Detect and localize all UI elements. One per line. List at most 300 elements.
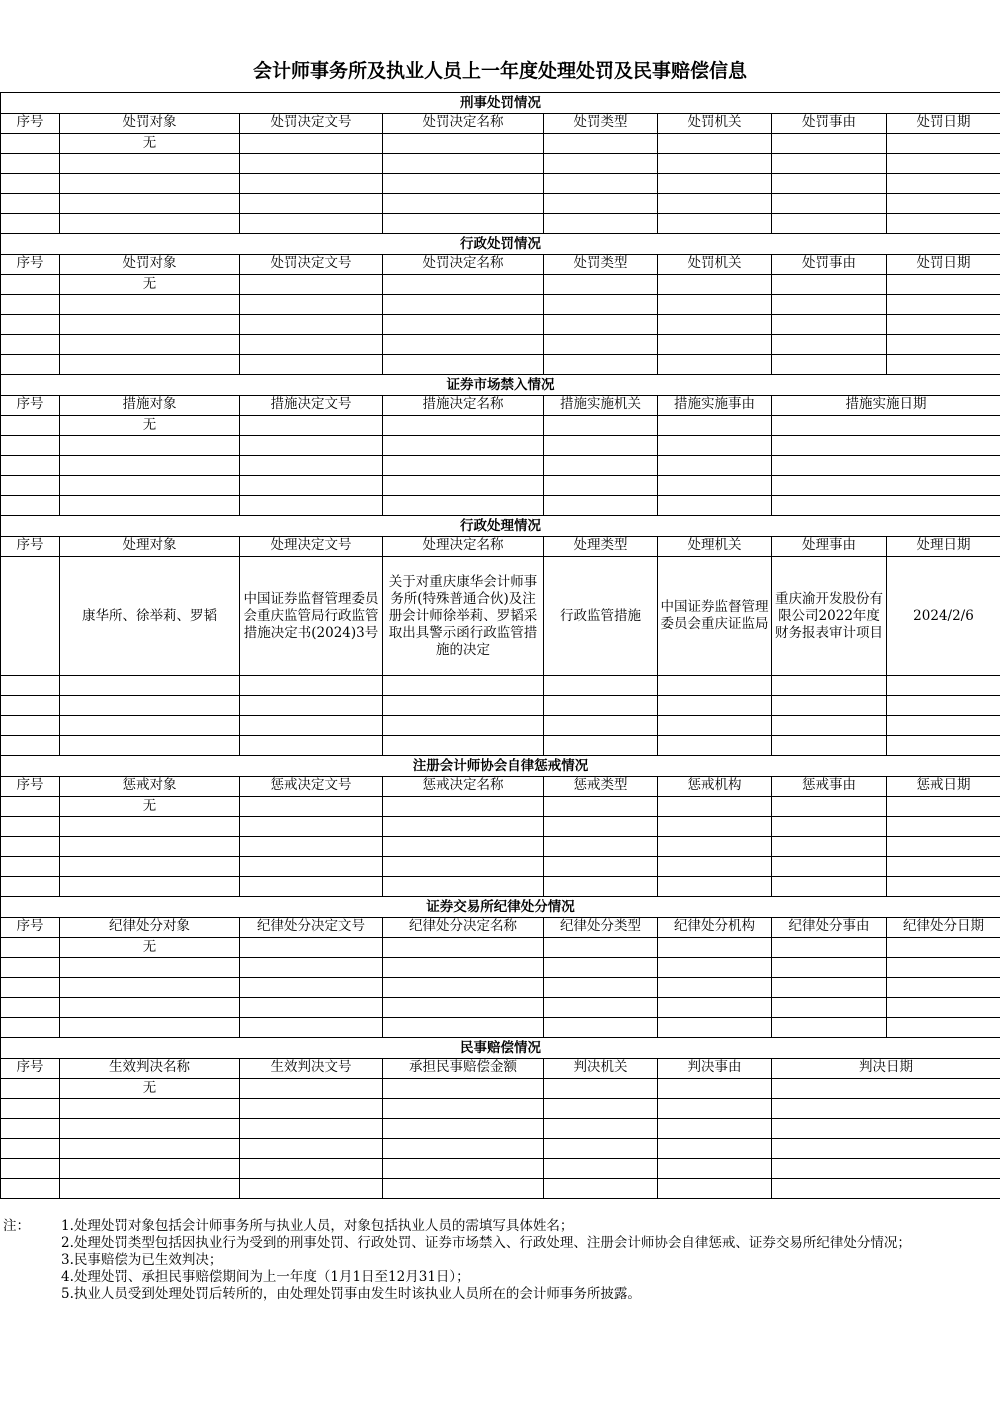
table-cell: 中国证券监督管理委员会重庆监管局行政监管措施决定书(2024)3号	[240, 557, 383, 676]
table-cell	[658, 275, 772, 295]
table-row	[1, 857, 1000, 877]
table-row	[1, 1179, 1000, 1199]
column-header: 承担民事赔偿金额	[383, 1059, 544, 1079]
table-cell	[240, 877, 383, 897]
table-cell	[544, 1079, 658, 1099]
table-cell	[658, 134, 772, 154]
table-cell	[887, 837, 1000, 857]
table-cell	[240, 295, 383, 315]
table-cell: 行政监管措施	[544, 557, 658, 676]
column-header: 序号	[1, 1059, 60, 1079]
table-cell	[240, 214, 383, 234]
table-cell	[658, 837, 772, 857]
table-cell	[544, 174, 658, 194]
table-cell	[1, 174, 60, 194]
table-row	[1, 315, 1000, 335]
note-item: 3.民事赔偿为已生效判决；	[61, 1252, 223, 1268]
column-header: 序号	[1, 777, 60, 797]
column-header: 处罚日期	[887, 255, 1000, 275]
column-header: 纪律处分事由	[772, 918, 887, 938]
table-cell	[772, 978, 887, 998]
column-header-row	[1, 255, 1000, 275]
table-cell	[383, 736, 544, 756]
column-header: 判决事由	[658, 1059, 772, 1079]
table-cell	[887, 194, 1000, 214]
note-item: 4.处理处罚、承担民事赔偿期间为上一年度（1月1日至12月31日）；	[61, 1269, 470, 1285]
table-cell	[772, 877, 887, 897]
table-cell	[772, 1099, 1000, 1119]
table-cell	[1, 1099, 60, 1119]
table-cell	[1, 797, 60, 817]
column-header: 判决机关	[544, 1059, 658, 1079]
table-cell	[1, 1119, 60, 1139]
table-cell	[1, 696, 60, 716]
column-header-row	[1, 777, 1000, 797]
table-cell	[60, 295, 240, 315]
table-cell	[544, 817, 658, 837]
table-cell	[240, 436, 383, 456]
table-row	[1, 436, 1000, 456]
table-cell	[383, 275, 544, 295]
table-cell	[544, 1119, 658, 1139]
table-cell	[658, 295, 772, 315]
table-cell	[772, 134, 887, 154]
table-cell	[772, 857, 887, 877]
table-cell	[887, 154, 1000, 174]
table-cell	[383, 1099, 544, 1119]
column-header: 处理对象	[60, 537, 240, 557]
table-cell	[887, 134, 1000, 154]
table-cell	[383, 456, 544, 476]
page-title: 会计师事务所及执业人员上一年度处理处罚及民事赔偿信息	[252, 60, 747, 82]
column-header-row	[1, 1059, 1000, 1079]
column-header-row	[1, 396, 1000, 416]
table-cell	[383, 436, 544, 456]
table-cell	[383, 877, 544, 897]
table-cell	[772, 174, 887, 194]
table-cell	[772, 1119, 1000, 1139]
table-cell	[544, 214, 658, 234]
table-cell	[772, 154, 887, 174]
table-cell	[772, 1179, 1000, 1199]
table-cell	[383, 315, 544, 335]
table-cell	[887, 797, 1000, 817]
table-cell	[544, 978, 658, 998]
table-cell	[383, 1159, 544, 1179]
note-item: 5.执业人员受到处理处罚后转所的，由处理处罚事由发生时该执业人员所在的会计师事务所披露。	[61, 1286, 641, 1302]
table-row	[1, 134, 1000, 154]
table-cell	[544, 1179, 658, 1199]
section-title: 刑事处罚情况	[1, 93, 1000, 114]
table-cell	[60, 736, 240, 756]
table-cell	[383, 1079, 544, 1099]
table-cell	[544, 154, 658, 174]
table-cell	[1, 736, 60, 756]
table-cell	[658, 416, 772, 436]
table-cell	[658, 716, 772, 736]
column-header: 纪律处分日期	[887, 918, 1000, 938]
table-cell	[772, 456, 1000, 476]
table-cell	[240, 797, 383, 817]
column-header: 处理事由	[772, 537, 887, 557]
table-cell	[240, 275, 383, 295]
table-cell	[383, 1119, 544, 1139]
table-cell	[383, 154, 544, 174]
table-row	[1, 696, 1000, 716]
table-cell	[887, 315, 1000, 335]
table-cell	[383, 134, 544, 154]
table-cell	[240, 194, 383, 214]
table-cell	[544, 335, 658, 355]
table-cell: 2024/2/6	[887, 557, 1000, 676]
table-cell	[544, 998, 658, 1018]
table-cell	[240, 1119, 383, 1139]
table-cell	[772, 275, 887, 295]
table-cell	[544, 736, 658, 756]
table-cell	[544, 456, 658, 476]
table-cell	[60, 817, 240, 837]
table-cell	[658, 978, 772, 998]
table-cell	[658, 1139, 772, 1159]
table-cell	[772, 416, 1000, 436]
column-header: 惩戒日期	[887, 777, 1000, 797]
table-cell	[772, 938, 887, 958]
note-item: 1.处理处罚对象包括会计师事务所与执业人员，对象包括执业人员的需填写具体姓名；	[61, 1218, 574, 1234]
table-row	[1, 978, 1000, 998]
table-cell	[887, 355, 1000, 375]
table-cell	[544, 355, 658, 375]
column-header: 序号	[1, 114, 60, 134]
table-cell	[658, 938, 772, 958]
column-header: 纪律处分类型	[544, 918, 658, 938]
table-cell	[772, 716, 887, 736]
table-cell	[1, 355, 60, 375]
column-header: 纪律处分对象	[60, 918, 240, 938]
table-cell	[772, 1018, 887, 1038]
table-cell	[887, 1018, 1000, 1038]
table-cell	[1, 1179, 60, 1199]
column-header: 处罚决定名称	[383, 114, 544, 134]
table-cell	[658, 214, 772, 234]
table-cell	[383, 797, 544, 817]
table-row	[1, 557, 1000, 676]
table-cell	[240, 716, 383, 736]
section-title-row	[1, 93, 1000, 114]
table-cell	[383, 416, 544, 436]
column-header: 惩戒类型	[544, 777, 658, 797]
table-cell	[240, 676, 383, 696]
table-cell	[772, 355, 887, 375]
table-cell: 无	[60, 797, 240, 817]
table-cell	[658, 877, 772, 897]
table-cell	[1, 335, 60, 355]
table-cell	[887, 877, 1000, 897]
table-cell	[383, 1139, 544, 1159]
disclosure-table	[0, 92, 1000, 1199]
table-cell	[60, 436, 240, 456]
table-cell	[240, 476, 383, 496]
table-cell	[383, 496, 544, 516]
table-cell	[383, 857, 544, 877]
table-cell	[544, 1159, 658, 1179]
table-row	[1, 817, 1000, 837]
table-row	[1, 295, 1000, 315]
section-title: 行政处理情况	[1, 516, 1000, 537]
table-cell	[240, 496, 383, 516]
table-cell	[544, 958, 658, 978]
notes-block	[3, 1218, 993, 1303]
table-cell: 中国证券监督管理委员会重庆证监局	[658, 557, 772, 676]
table-cell	[772, 295, 887, 315]
table-row	[1, 194, 1000, 214]
section-title: 注册会计师协会自律惩戒情况	[1, 756, 1000, 777]
table-cell	[658, 817, 772, 837]
table-cell	[240, 1018, 383, 1038]
table-cell	[887, 998, 1000, 1018]
section-title-row	[1, 756, 1000, 777]
table-row	[1, 335, 1000, 355]
table-cell	[60, 877, 240, 897]
table-cell	[772, 676, 887, 696]
table-cell	[1, 877, 60, 897]
table-cell	[658, 676, 772, 696]
note-item: 2.处理处罚类型包括因执业行为受到的刑事处罚、行政处罚、证券市场禁入、行政处理、注册会计师协会自律惩戒、证券交易所纪律处分情况；	[61, 1235, 911, 1251]
table-row	[1, 275, 1000, 295]
table-cell	[658, 456, 772, 476]
table-row	[1, 1018, 1000, 1038]
table-cell	[887, 938, 1000, 958]
table-cell	[1, 1159, 60, 1179]
section-title: 证券市场禁入情况	[1, 375, 1000, 396]
table-cell: 关于对重庆康华会计师事务所(特殊普通合伙)及注册会计师徐举莉、罗韬采取出具警示函行政监管措施的决定	[383, 557, 544, 676]
table-cell	[240, 817, 383, 837]
table-cell	[772, 335, 887, 355]
table-cell	[383, 1018, 544, 1038]
column-header: 生效判决名称	[60, 1059, 240, 1079]
table-cell	[240, 456, 383, 476]
column-header: 处罚决定名称	[383, 255, 544, 275]
table-cell	[544, 275, 658, 295]
column-header-row	[1, 114, 1000, 134]
table-cell	[1, 676, 60, 696]
table-cell	[658, 1018, 772, 1038]
table-cell	[383, 837, 544, 857]
table-cell	[383, 978, 544, 998]
section-title-row	[1, 516, 1000, 537]
table-cell	[60, 978, 240, 998]
column-header: 处理决定名称	[383, 537, 544, 557]
table-cell	[544, 194, 658, 214]
table-row	[1, 837, 1000, 857]
column-header: 处罚事由	[772, 114, 887, 134]
table-cell: 无	[60, 134, 240, 154]
table-cell	[240, 1079, 383, 1099]
section-title-row	[1, 375, 1000, 396]
table-row	[1, 1139, 1000, 1159]
table-cell	[1, 837, 60, 857]
table-cell	[60, 1119, 240, 1139]
table-cell	[658, 1159, 772, 1179]
table-cell	[383, 1179, 544, 1199]
table-cell	[544, 1139, 658, 1159]
column-header: 措施对象	[60, 396, 240, 416]
table-cell	[240, 174, 383, 194]
table-cell	[544, 436, 658, 456]
table-cell	[772, 797, 887, 817]
table-cell	[772, 696, 887, 716]
table-row	[1, 736, 1000, 756]
table-cell	[772, 436, 1000, 456]
table-cell: 无	[60, 275, 240, 295]
table-cell	[1, 978, 60, 998]
table-cell	[887, 174, 1000, 194]
column-header: 措施实施事由	[658, 396, 772, 416]
table-cell	[383, 938, 544, 958]
column-header: 处罚类型	[544, 255, 658, 275]
table-cell	[60, 154, 240, 174]
table-cell	[60, 1099, 240, 1119]
table-cell	[658, 958, 772, 978]
table-cell	[60, 476, 240, 496]
column-header: 处理类型	[544, 537, 658, 557]
table-row	[1, 456, 1000, 476]
table-cell	[383, 295, 544, 315]
table-cell	[1, 1079, 60, 1099]
table-row	[1, 716, 1000, 736]
column-header: 惩戒决定文号	[240, 777, 383, 797]
table-cell	[240, 1139, 383, 1159]
table-row	[1, 1099, 1000, 1119]
table-cell	[544, 416, 658, 436]
table-cell	[544, 1099, 658, 1119]
table-cell	[60, 837, 240, 857]
column-header: 处罚对象	[60, 114, 240, 134]
table-cell	[658, 436, 772, 456]
column-header: 处罚对象	[60, 255, 240, 275]
table-cell	[240, 938, 383, 958]
table-row	[1, 174, 1000, 194]
table-cell	[383, 817, 544, 837]
column-header: 处罚决定文号	[240, 255, 383, 275]
table-cell: 重庆渝开发股份有限公司2022年度财务报表审计项目	[772, 557, 887, 676]
column-header: 措施决定名称	[383, 396, 544, 416]
column-header: 序号	[1, 396, 60, 416]
table-cell	[544, 938, 658, 958]
table-cell	[1, 194, 60, 214]
table-cell	[658, 174, 772, 194]
table-cell	[383, 476, 544, 496]
column-header: 纪律处分决定文号	[240, 918, 383, 938]
notes-lead: 注：	[3, 1218, 30, 1234]
table-cell	[240, 335, 383, 355]
table-cell	[544, 496, 658, 516]
table-row	[1, 676, 1000, 696]
table-row	[1, 1159, 1000, 1179]
table-cell	[544, 696, 658, 716]
table-cell	[544, 1018, 658, 1038]
column-header-row	[1, 537, 1000, 557]
table-cell	[544, 857, 658, 877]
table-row	[1, 154, 1000, 174]
column-header: 处罚事由	[772, 255, 887, 275]
table-cell	[383, 958, 544, 978]
table-cell	[658, 154, 772, 174]
table-cell	[1, 857, 60, 877]
table-cell	[240, 837, 383, 857]
table-cell	[240, 315, 383, 335]
table-row	[1, 958, 1000, 978]
table-cell	[60, 857, 240, 877]
table-cell	[60, 998, 240, 1018]
table-cell	[772, 1159, 1000, 1179]
table-cell	[544, 134, 658, 154]
table-cell	[887, 335, 1000, 355]
table-cell	[60, 174, 240, 194]
table-cell	[887, 676, 1000, 696]
table-cell	[658, 998, 772, 1018]
table-cell	[1, 817, 60, 837]
table-cell	[772, 837, 887, 857]
table-cell	[658, 1179, 772, 1199]
column-header: 处罚机关	[658, 255, 772, 275]
column-header: 纪律处分机构	[658, 918, 772, 938]
table-cell	[544, 676, 658, 696]
table-row	[1, 496, 1000, 516]
table-cell	[1, 436, 60, 456]
table-cell	[772, 476, 1000, 496]
table-row	[1, 1119, 1000, 1139]
section-title: 证券交易所纪律处分情况	[1, 897, 1000, 918]
table-cell	[383, 214, 544, 234]
table-cell	[383, 355, 544, 375]
table-cell	[887, 857, 1000, 877]
table-cell	[658, 335, 772, 355]
table-cell	[60, 716, 240, 736]
table-cell: 康华所、徐举莉、罗韬	[60, 557, 240, 676]
table-cell	[1, 456, 60, 476]
table-cell	[658, 1079, 772, 1099]
table-cell	[658, 736, 772, 756]
table-cell	[658, 315, 772, 335]
table-cell	[383, 174, 544, 194]
table-cell: 无	[60, 938, 240, 958]
table-row	[1, 998, 1000, 1018]
table-cell	[60, 676, 240, 696]
table-cell	[1, 315, 60, 335]
table-cell	[772, 496, 1000, 516]
table-cell	[544, 877, 658, 897]
table-cell	[240, 696, 383, 716]
table-cell	[240, 978, 383, 998]
table-cell	[60, 1139, 240, 1159]
table-cell	[658, 857, 772, 877]
table-cell	[887, 696, 1000, 716]
table-cell	[60, 1018, 240, 1038]
table-cell	[60, 1159, 240, 1179]
table-cell	[772, 194, 887, 214]
table-cell	[1, 998, 60, 1018]
table-cell	[887, 275, 1000, 295]
table-row	[1, 416, 1000, 436]
column-header: 惩戒决定名称	[383, 777, 544, 797]
table-cell	[887, 958, 1000, 978]
table-cell	[772, 998, 887, 1018]
table-cell	[658, 355, 772, 375]
section-title-row	[1, 897, 1000, 918]
column-header: 处罚类型	[544, 114, 658, 134]
table-cell	[1, 938, 60, 958]
table-cell: 无	[60, 1079, 240, 1099]
